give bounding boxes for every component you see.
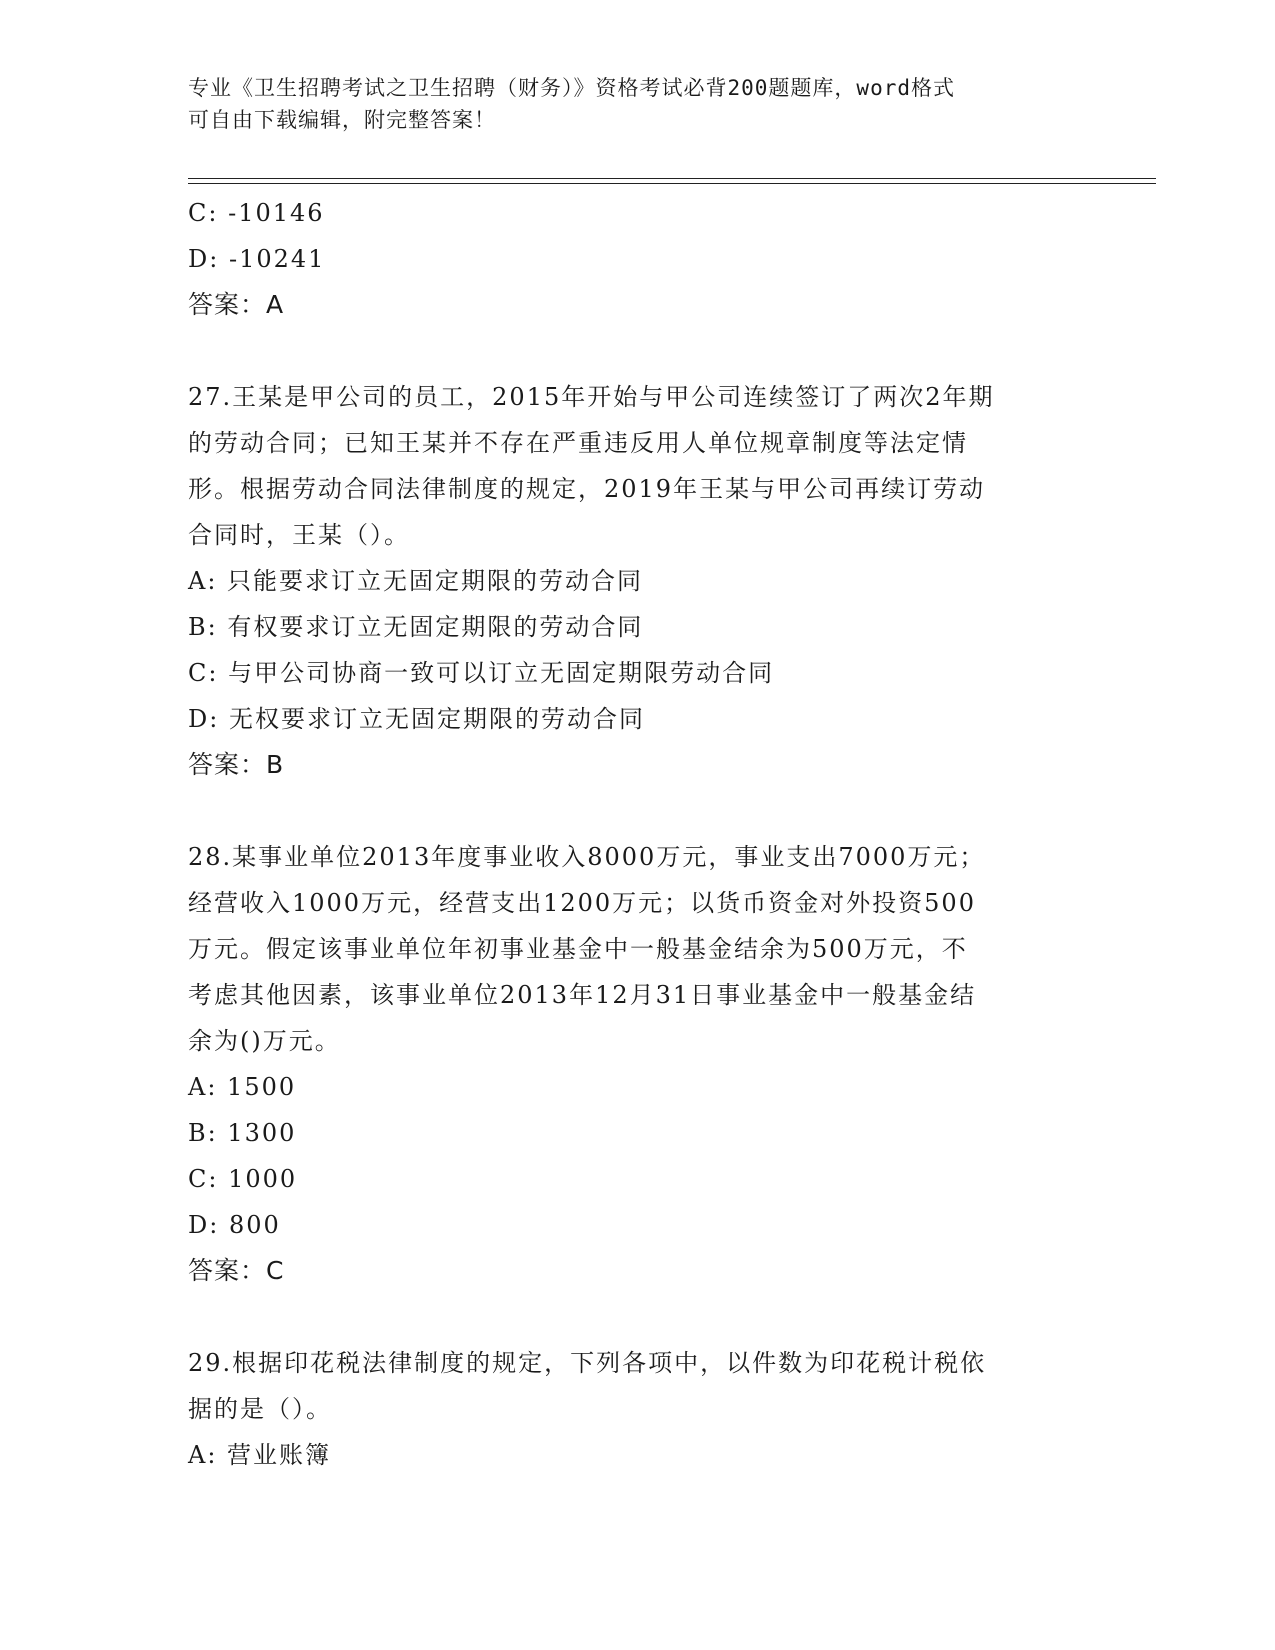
question-text-line: 的劳动合同；已知王某并不存在严重违反用人单位规章制度等法定情 <box>188 429 968 457</box>
option-a: A: 只能要求订立无固定期限的劳动合同 <box>188 567 644 595</box>
question-text-line: 据的是（）。 <box>188 1395 332 1423</box>
question-text-line: 27.王某是甲公司的员工，2015年开始与甲公司连续签订了两次2年期 <box>188 383 995 411</box>
spacer <box>188 1294 1088 1340</box>
question-text-line: 28.某事业单位2013年度事业收入8000万元，事业支出7000万元； <box>188 843 986 871</box>
option-d: D: -10241 <box>188 245 326 273</box>
spacer <box>188 788 1088 834</box>
question-block-28 <box>188 834 1088 1294</box>
answer-line: 答案：B <box>188 750 285 779</box>
header-line-2: 可自由下载编辑，附完整答案！ <box>188 108 496 132</box>
question-text-line: 形。根据劳动合同法律制度的规定，2019年王某与甲公司再续订劳动 <box>188 475 986 503</box>
question-block-27 <box>188 374 1088 788</box>
option-a: A: 营业账簿 <box>188 1441 332 1469</box>
question-text-line: 经营收入1000万元，经营支出1200万元；以货币资金对外投资500 <box>188 889 976 917</box>
question-content <box>188 190 1088 1478</box>
header-divider-top <box>188 178 1156 179</box>
option-d: D: 800 <box>188 1211 281 1239</box>
question-block-29 <box>188 1340 1088 1478</box>
option-b: B: 1300 <box>188 1119 297 1147</box>
document-header <box>188 72 1088 136</box>
question-text-line: 合同时，王某（）。 <box>188 521 410 549</box>
question-text-line: 余为()万元。 <box>188 1027 341 1055</box>
answer-line: 答案：A <box>188 290 285 319</box>
option-a: A: 1500 <box>188 1073 297 1101</box>
header-line-1: 专业《卫生招聘考试之卫生招聘（财务）》资格考试必背200题题库，word格式 <box>188 76 955 100</box>
spacer <box>188 328 1088 374</box>
answer-line: 答案：C <box>188 1256 285 1285</box>
header-divider-bottom <box>188 183 1156 184</box>
question-text-line: 29.根据印花税法律制度的规定，下列各项中，以件数为印花税计税依 <box>188 1349 987 1377</box>
option-b: B: 有权要求订立无固定期限的劳动合同 <box>188 613 644 641</box>
option-c: C: 与甲公司协商一致可以订立无固定期限劳动合同 <box>188 659 775 687</box>
question-text-line: 考虑其他因素，该事业单位2013年12月31日事业基金中一般基金结 <box>188 981 977 1009</box>
option-c: C: 1000 <box>188 1165 298 1193</box>
question-block-prev <box>188 190 1088 328</box>
option-c: C: -10146 <box>188 199 325 227</box>
question-text-line: 万元。假定该事业单位年初事业基金中一般基金结余为500万元，不 <box>188 935 968 963</box>
option-d: D: 无权要求订立无固定期限的劳动合同 <box>188 705 645 733</box>
